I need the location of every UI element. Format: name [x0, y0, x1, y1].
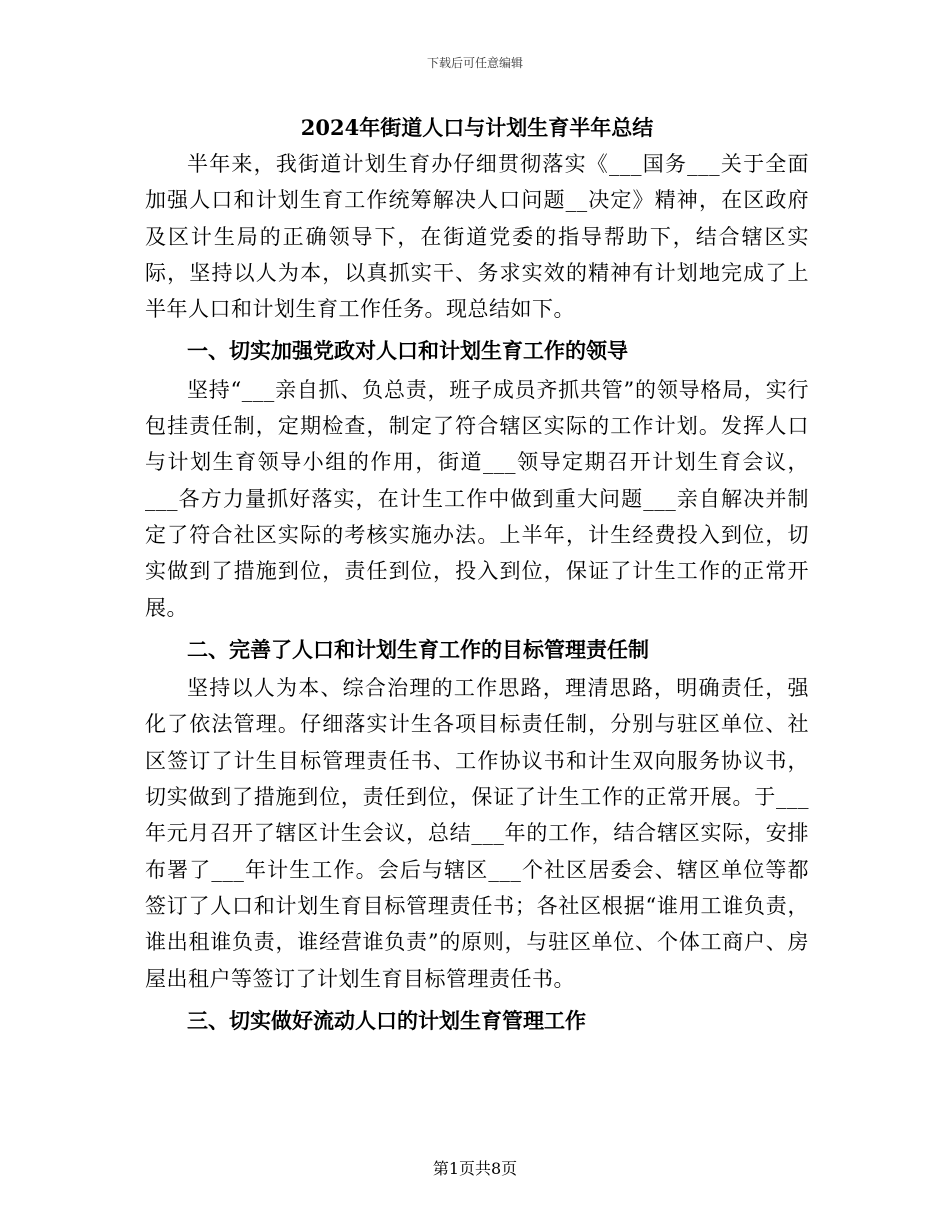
document-body	[145, 110, 809, 1041]
section-heading-1: 一、切实加强党政对人口和计划生育工作的领导	[187, 338, 628, 364]
section-heading-3: 三、切实做好流动人口的计划生育管理工作	[187, 1007, 586, 1033]
header-note: 下载后可任意编辑	[426, 56, 523, 70]
page-number-footer: 第1页共8页	[432, 1159, 518, 1178]
document-title: 2024年街道人口与计划生育半年总结	[300, 115, 654, 140]
section-heading-2: 二、完善了人口和计划生育工作的目标管理责任制	[187, 636, 649, 662]
section-2-paragraph: 坚持以人为本、综合治理的工作思路，理清思路，明确责任，强化了依法管理。仔细落实计生各项目标责任制，分别与驻区单位、社区签订了计生目标管理责任书、工作协议书和计生双向服务协议书，切实做到了措施到位，责任到位，保证了计生工作的正常开展。于___年元月召开了辖区计生会议，总结___年的工作，结合辖区实际，安排布署了___年计生工作。会后与辖区___个社区居委会、辖区单位等都签订了人口和计划生育目标管理责任书；各社区根据“谁用工谁负责，谁出租谁负责，谁经营谁负责”的原则，与驻区单位、个体工商户、房屋出租户等签订了计划生育目标管理责任书。	[145, 676, 809, 991]
intro-paragraph: 半年来，我街道计划生育办仔细贯彻落实《___国务___关于全面加强人口和计划生育工作统筹解决人口问题__决定》精神，在区政府及区计生局的正确领导下，在街道党委的指导帮助下，结合辖区实际，坚持以人为本，以真抓实干、务求实效的精神有计划地完成了上半年人口和计划生育工作任务。现总结如下。	[145, 152, 809, 322]
section-1-paragraph: 坚持“___亲自抓、负总责，班子成员齐抓共管”的领导格局，实行包挂责任制，定期检查，制定了符合辖区实际的工作计划。发挥人口与计划生育领导小组的作用，街道___领导定期召开计划生育会议，___各方力量抓好落实，在计生工作中做到重大问题___亲自解决并制定了符合社区实际的考核实施办法。上半年，计生经费投入到位，切实做到了措施到位，责任到位，投入到位，保证了计生工作的正常开展。	[145, 377, 809, 620]
